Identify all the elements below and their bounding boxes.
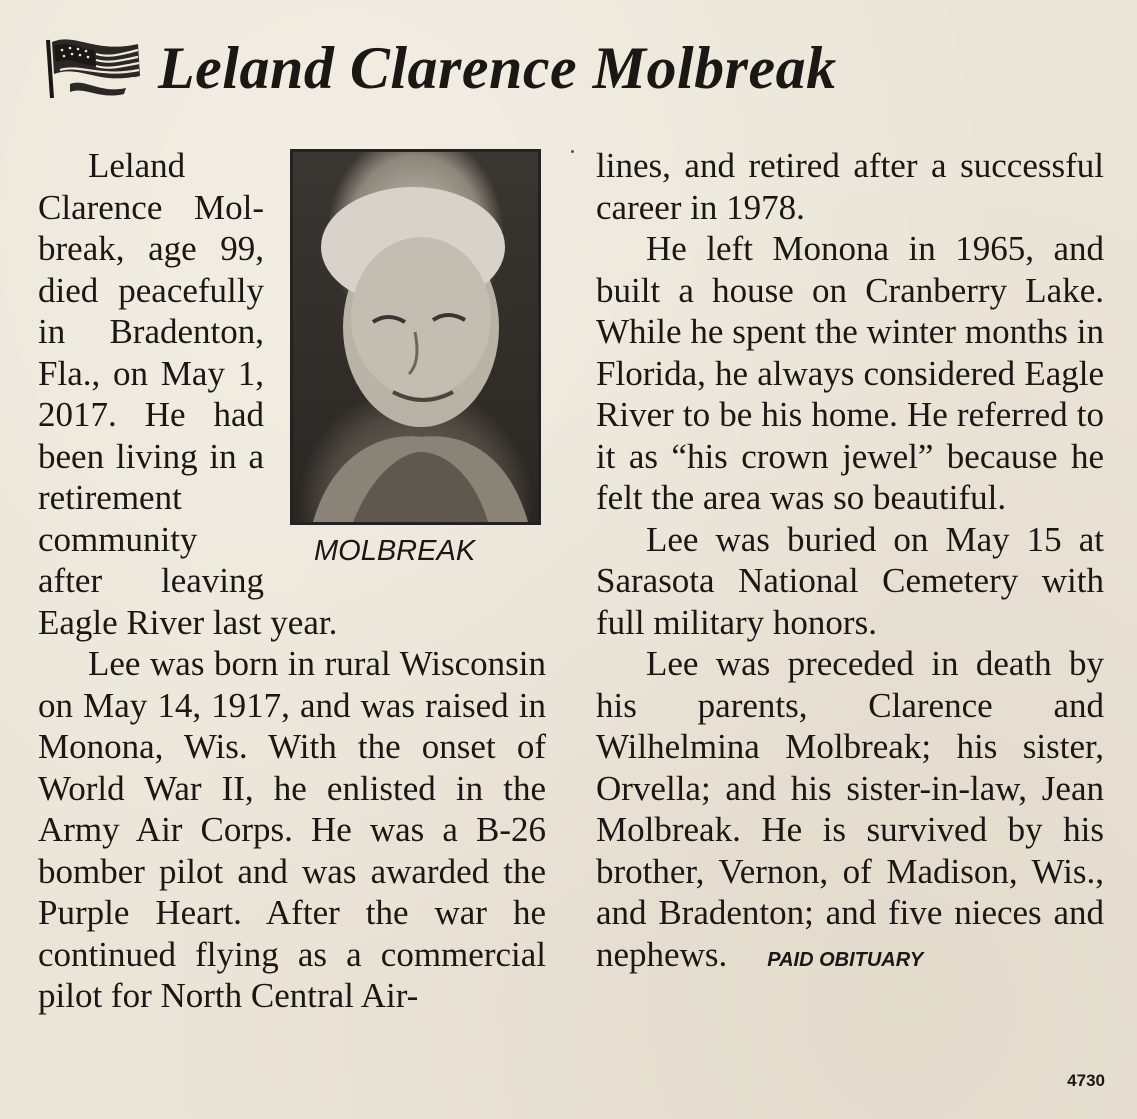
column-separator-dot bbox=[571, 150, 574, 153]
left-column bbox=[38, 145, 546, 1017]
paragraph-2: Lee was born in rural Wisconsin on May 14, 1917, and was raised in Monona, Wis. With the onset of World War II, he enlisted in the Army Air Corps. He was a B-26 bomber pilot and was awarded the Purple Heart. After the war he continued flying as a commercial pilot for North Central Air- bbox=[38, 644, 546, 1015]
paragraph-3: He left Monona in 1965, and built a house on Cranberry Lake. While he spent the winter months in Florida, he always considered Eagle River to be his home. He referred to it as “his crown jewel” because he felt the area was so beautiful. bbox=[596, 229, 1104, 517]
paragraph-4: Lee was buried on May 15 at Sarasota National Cemetery with full military honors. bbox=[596, 519, 1104, 642]
paid-obituary-label: PAID OBITUARY bbox=[767, 948, 924, 971]
obituary-title: Leland Clarence Molbreak bbox=[158, 35, 837, 101]
portrait-block bbox=[286, 145, 546, 583]
paragraph-2-continued: lines, and retired after a successful career in 1978. bbox=[596, 146, 1104, 227]
header bbox=[40, 28, 837, 108]
paragraph-1: Leland Clarence Molbreak, age 99, died peacefully in Bradenton, Fla., on May 1, 2017. He had been living in a retirement community after leaving Eagle River last year. bbox=[38, 146, 338, 642]
photo-caption: MOLBREAK bbox=[314, 535, 476, 567]
ad-code: 4730 bbox=[1067, 1071, 1105, 1090]
paragraph-5-text: Lee was preceded in death by his parents, Clarence and Wilhelmina Molbreak; his sister, Orvella; and his sister-in-law, Jean Molbreak. He is survived by his brother, Vernon, of Madison, Wis., and Bradenton; and five nieces and nephews. bbox=[596, 644, 1104, 974]
right-column bbox=[596, 145, 1104, 981]
american-flag-icon bbox=[40, 32, 144, 104]
paragraph-5 bbox=[596, 643, 1104, 981]
portrait-photo bbox=[290, 149, 541, 525]
